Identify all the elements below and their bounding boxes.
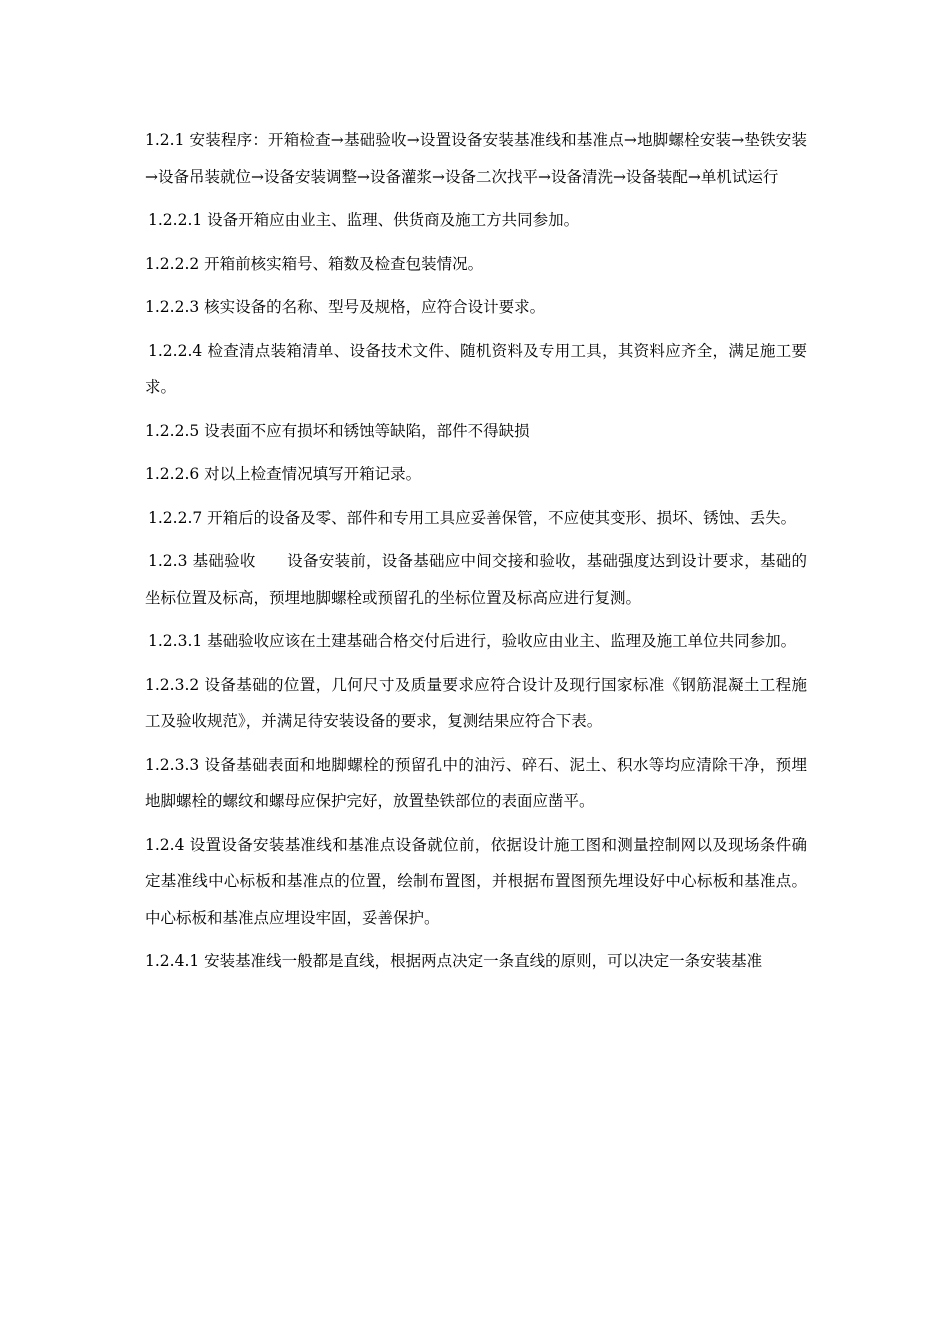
paragraph-1-2-2-6: 1.2.2.6 对以上检查情况填写开箱记录。 — [145, 465, 422, 483]
paragraph-1-2-2-2: 1.2.2.2 开箱前核实箱号、箱数及检查包装情况。 — [145, 254, 484, 273]
paragraph-1-2-3-1: 1.2.3.1 基础验收应该在土建基础合格交付后进行，验收应由业主、监理及施工单位共同参加。 — [148, 632, 797, 650]
paragraph-1-2-2-3: 1.2.2.3 核实设备的名称、型号及规格，应符合设计要求。 — [145, 298, 546, 316]
paragraph-1-2-4-1: 1.2.4.1 安装基准线一般都是直线，根据两点决定一条直线的原则，可以决定一条安装基准 — [145, 952, 763, 970]
paragraph-1-2-3-3: 1.2.3.3 设备基础表面和地脚螺栓的预留孔中的油污、碎石、泥土、积水等均应清除干净，预埋地脚螺栓的螺纹和螺母应保护完好，放置垫铁部位的表面应凿平。 — [145, 755, 807, 810]
paragraph-1-2-2-1: 1.2.2.1 设备开箱应由业主、监理、供货商及施工方共同参加。 — [148, 211, 580, 229]
paragraph-1-2-3-2: 1.2.3.2 设备基础的位置，几何尺寸及质量要求应符合设计及现行国家标准《钢筋混凝土工程施工及验收规范》，并满足待安装设备的要求，复测结果应符合下表。 — [145, 675, 807, 730]
paragraph-1-2-2-5: 1.2.2.5 设表面不应有损坏和锈蚀等缺陷，部件不得缺损 — [145, 421, 530, 440]
document-body — [145, 122, 807, 987]
paragraph-1-2-3: 1.2.3 基础验收 设备安装前，设备基础应中间交接和验收，基础强度达到设计要求，基础的坐标位置及标高，预埋地脚螺栓或预留孔的坐标位置及标高应进行复测。 — [145, 552, 807, 607]
paragraph-1-2-2-4: 1.2.2.4 检查清点装箱清单、设备技术文件、随机资料及专用工具，其资料应齐全，满足施工要求。 — [145, 341, 807, 396]
paragraph-1-2-2-7: 1.2.2.7 开箱后的设备及零、部件和专用工具应妥善保管，不应使其变形、损坏、锈蚀、丢失。 — [148, 508, 797, 527]
paragraph-1-2-4: 1.2.4 设置设备安装基准线和基准点设备就位前，依据设计施工图和测量控制网以及现场条件确定基准线中心标板和基准点的位置，绘制布置图，并根据布置图预先埋设好中心标板和基准点。中心标板和基准点应埋设牢固，妥善保护。 — [145, 835, 807, 927]
paragraph-1-2-1: 1.2.1 安装程序：开箱检查→基础验收→设置设备安装基准线和基准点→地脚螺栓安装→垫铁安装→设备吊装就位→设备安装调整→设备灌浆→设备二次找平→设备清洗→设备装配→单机试运行 — [145, 131, 807, 186]
